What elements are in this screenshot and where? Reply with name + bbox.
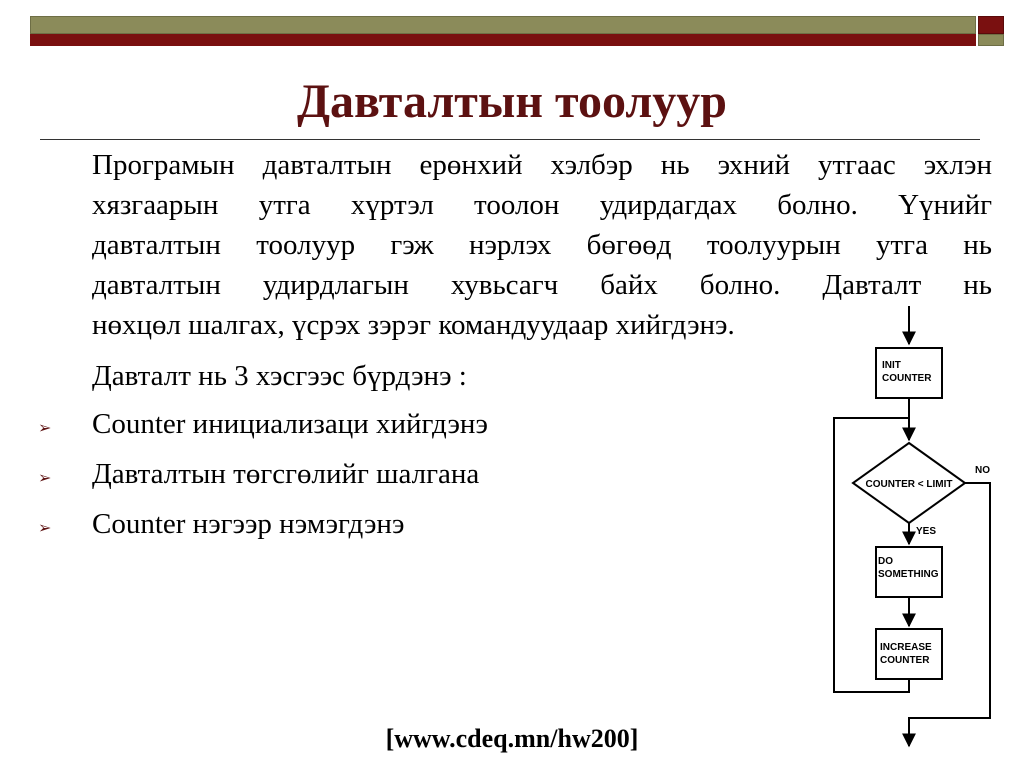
paragraph-line: давталтын удирдлагын хувьсагч байх болно. Давталт нь	[92, 269, 992, 301]
init-label-1: INIT	[882, 360, 901, 371]
counter-loop-flowchart	[820, 298, 1024, 754]
list-item	[38, 458, 488, 508]
paragraph-line: Програмын давталтын ерөнхий хэлбэр нь эхний утгаас эхлэн	[92, 149, 992, 181]
paragraph-line: нөхцөл шалгах, үсрэх зэрэг командуудаар хийгдэнэ.	[92, 309, 735, 341]
slide-title: Давталтын тоолуур	[297, 75, 727, 128]
list-item	[38, 408, 488, 458]
top-decor-square-red	[978, 16, 1004, 34]
arrow-bullet-icon: ➢	[38, 468, 52, 487]
top-decor-bar-olive	[30, 16, 976, 34]
bullet-list	[38, 408, 488, 558]
do-label-1: DO	[878, 556, 893, 567]
no-label: NO	[975, 465, 990, 476]
increase-label-1: INCREASE	[880, 642, 932, 653]
paragraph-line: давталтын тоолуур гэж нэрлэх бөгөөд тоолуурын утга нь	[92, 229, 992, 261]
no-exit-arrow	[909, 483, 990, 746]
increase-label-2: COUNTER	[880, 655, 930, 666]
bullet-text: Counter инициализаци хийгдэнэ	[92, 408, 488, 440]
top-decor-bar-red	[30, 34, 976, 46]
bullet-text: Давталтын төгсгөлийг шалгана	[92, 458, 480, 490]
arrow-bullet-icon: ➢	[38, 418, 52, 437]
arrow-bullet-icon: ➢	[38, 518, 52, 537]
bullet-text: Counter нэгээр нэмэгдэнэ	[92, 508, 405, 540]
increase-counter-box	[876, 629, 942, 679]
list-item	[38, 508, 488, 558]
title-underline	[40, 139, 980, 140]
yes-label: YES	[916, 526, 937, 537]
init-label-2: COUNTER	[882, 373, 932, 384]
intro-text: Давталт нь 3 хэсгээс бүрдэнэ :	[92, 360, 467, 392]
do-label-2: SOMETHING	[878, 569, 939, 580]
paragraph-line: хязгаарын утга хүртэл тоолон удирдагдах болно. Үүнийг	[92, 189, 992, 221]
decision-label: COUNTER < LIMIT	[865, 479, 953, 490]
top-decor-square-olive	[978, 34, 1004, 46]
source-link[interactable]: [www.cdeq.mn/hw200]	[385, 724, 639, 753]
